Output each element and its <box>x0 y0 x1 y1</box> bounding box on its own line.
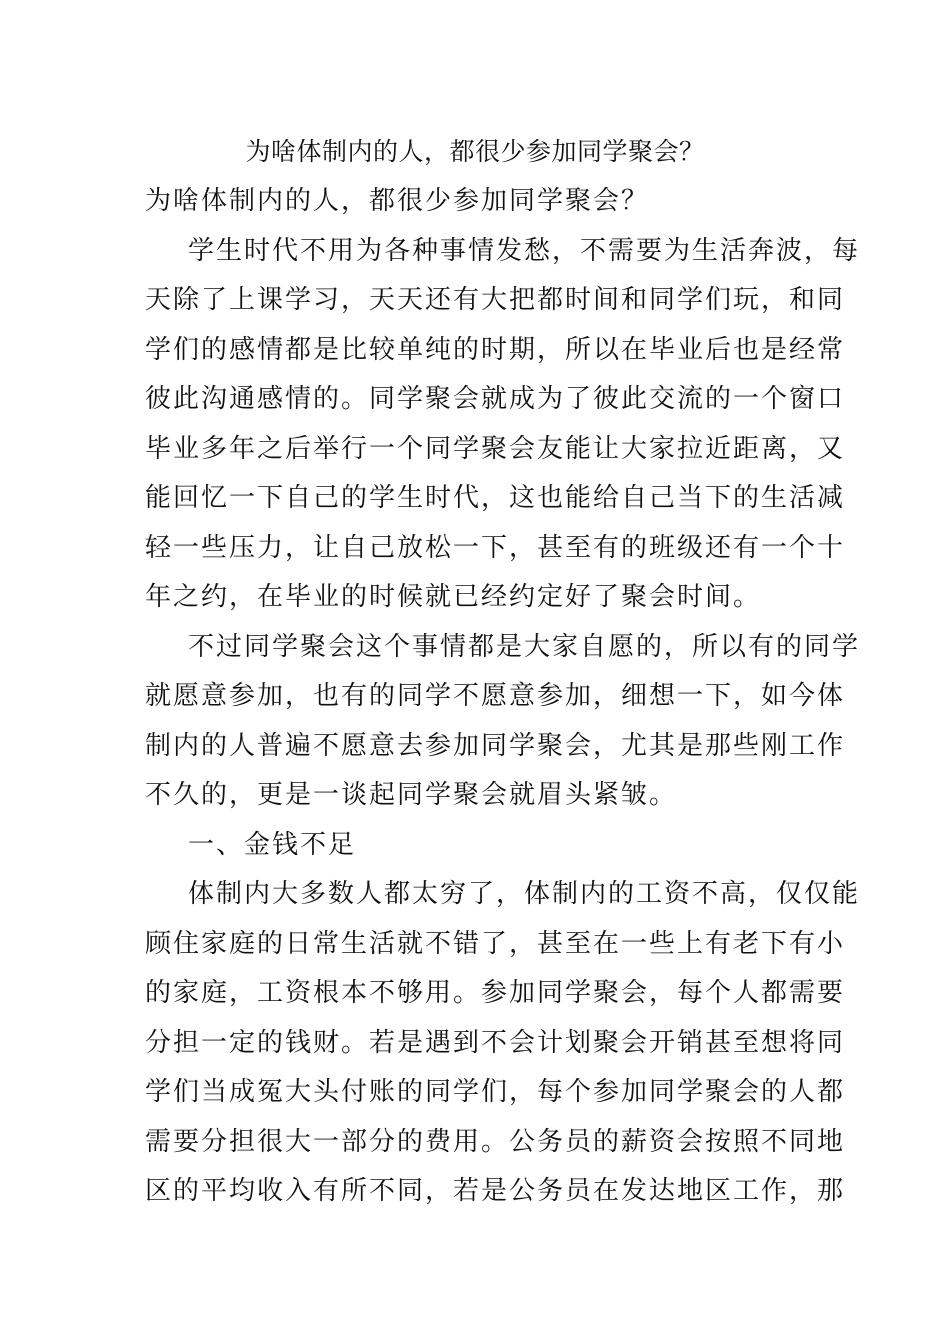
paragraph-line: 的家庭，工资根本不够用。参加同学聚会，每个人都需要 <box>145 978 846 1008</box>
paragraph-line: 学生时代不用为各种事情发愁，不需要为生活奔波，每 <box>188 236 861 266</box>
paragraph-line: 分担一定的钱财。若是遇到不会计划聚会开销甚至想将同 <box>145 1028 846 1058</box>
paragraph-line: 彼此沟通感情的。同学聚会就成为了彼此交流的一个窗口 <box>145 384 846 414</box>
paragraph-line: 不过同学聚会这个事情都是大家自愿的，所以有的同学 <box>188 632 861 662</box>
paragraph-line: 体制内大多数人都太穷了，体制内的工资不高，仅仅能 <box>188 879 861 909</box>
paragraph-line: 轻一些压力，让自己放松一下，甚至有的班级还有一个十 <box>145 533 846 563</box>
paragraph-line: 需要分担很大一部分的费用。公务员的薪资会按照不同地 <box>145 1127 846 1157</box>
paragraph-line: 天除了上课学习，天天还有大把都时间和同学们玩，和同 <box>145 285 846 315</box>
paragraph-line: 区的平均收入有所不同，若是公务员在发达地区工作，那 <box>145 1176 846 1206</box>
subtitle-line: 为啥体制内的人，都很少参加同学聚会？ <box>145 186 650 216</box>
paragraph-line: 能回忆一下自己的学生时代，这也能给自己当下的生活减 <box>145 483 846 513</box>
paragraph-line: 不久的，更是一谈起同学聚会就眉头紧皱。 <box>145 780 678 810</box>
paragraph-line: 学们当成冤大头付账的同学们，每个参加同学聚会的人都 <box>145 1077 846 1107</box>
paragraph-line: 年之约，在毕业的时候就已经约定好了聚会时间。 <box>145 582 762 612</box>
document-title: 为啥体制内的人，都很少参加同学聚会？ <box>245 137 705 166</box>
paragraph-line: 毕业多年之后举行一个同学聚会友能让大家拉近距离，又 <box>145 434 846 464</box>
paragraph-line: 制内的人普遍不愿意去参加同学聚会，尤其是那些刚工作 <box>145 731 846 761</box>
section-heading: 一、金钱不足 <box>188 830 357 860</box>
paragraph-line: 就愿意参加，也有的同学不愿意参加，细想一下，如今体 <box>145 681 846 711</box>
paragraph-line: 顾住家庭的日常生活就不错了，甚至在一些上有老下有小 <box>145 929 846 959</box>
paragraph-line: 学们的感情都是比较单纯的时期，所以在毕业后也是经常 <box>145 335 846 365</box>
